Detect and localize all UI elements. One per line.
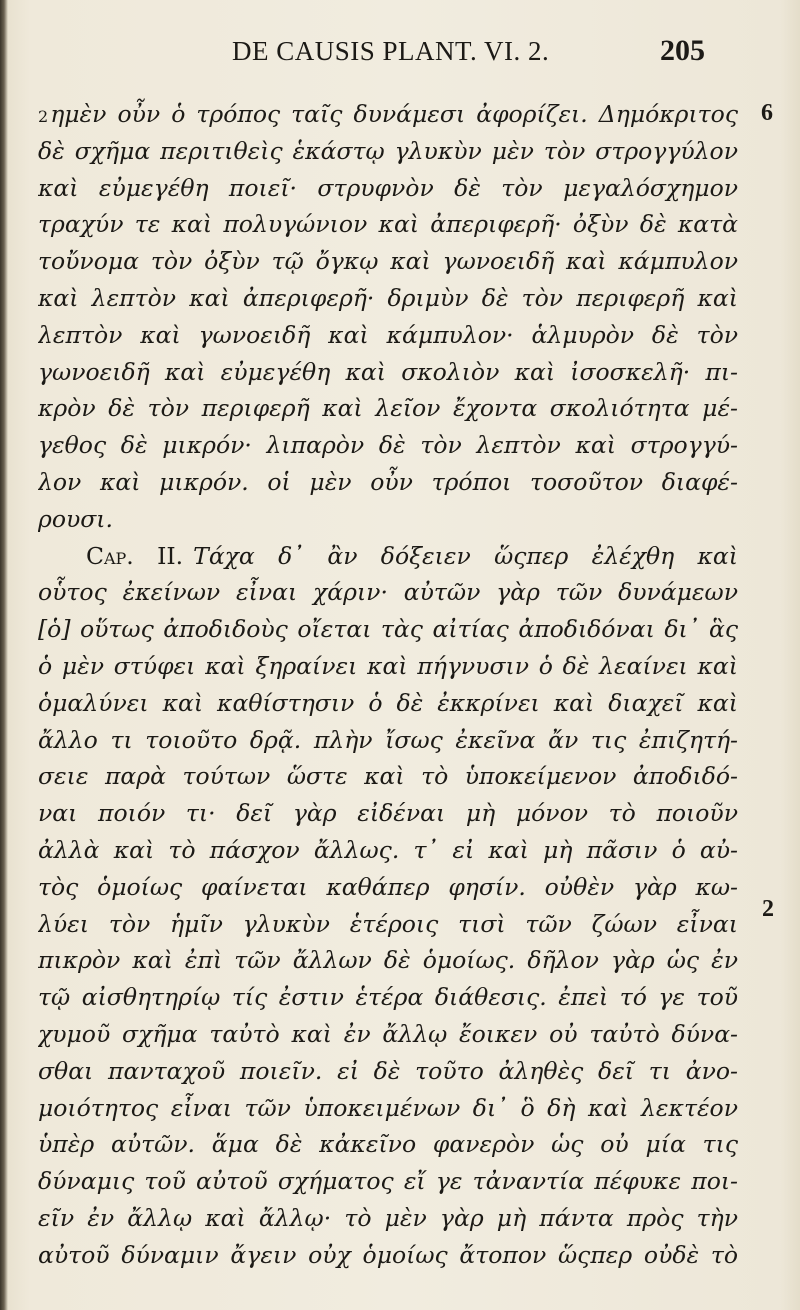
- line-text: αὐτοῦ δύναμιν ἄγειν οὐχ ὁμοίως ἄτοπον ὥςπερ οὐδὲ τὸ: [38, 1240, 738, 1269]
- line-text: κρὸν δὲ τὸν περιφερῆ καὶ λεῖον ἔχοντα σκολιότητα μέ-: [38, 394, 738, 423]
- line-text: τὸς ὁμοίως φαίνεται καθάπερ φησίν. οὐθὲν γὰρ κω-: [38, 872, 738, 901]
- text-line: [38, 501, 738, 538]
- line-text: χυμοῦ σχῆμα ταὐτὸ καὶ ἐν ἄλλῳ ἔοικεν οὐ ταὐτὸ δύνα-: [38, 1019, 738, 1048]
- chapter-heading: Cap. II.: [86, 541, 184, 570]
- line-text: ὑπὲρ αὐτῶν. ἅμα δὲ κἀκεῖνο φανερὸν ὡς οὐ μία τις: [38, 1130, 738, 1159]
- line-text: λεπτὸν καὶ γωνοειδῆ καὶ κάμπυλον· ἁλμυρὸν δὲ τὸν: [38, 320, 738, 349]
- line-text: οὗτος ἐκείνων εἶναι χάριν· αὐτῶν γὰρ τῶν δυνάμεων: [38, 578, 738, 607]
- text-line: [38, 906, 738, 943]
- line-text: ἀλλὰ καὶ τὸ πάσχον ἄλλως. τ᾽ εἰ καὶ μὴ πᾶσιν ὁ αὐ-: [38, 835, 738, 864]
- line-text: γωνοειδῆ καὶ εὐμεγέθη καὶ σκολιὸν καὶ ἰσοσκελῆ· πι-: [38, 357, 738, 386]
- text-line: [38, 96, 738, 133]
- line-text: σειε παρὰ τούτων ὥστε καὶ τὸ ὑποκείμενον ἀποδιδό-: [38, 762, 738, 791]
- page-number: 205: [660, 34, 705, 67]
- line-text: γεθος δὲ μικρόν· λιπαρὸν δὲ τὸν λεπτὸν καὶ στρογγύ-: [38, 431, 738, 460]
- text-line: [38, 354, 738, 391]
- line-text: δύναμις τοῦ αὐτοῦ σχήματος εἴ γε τἀναντία πέφυκε ποι-: [38, 1167, 738, 1196]
- text-line: [38, 942, 738, 979]
- text-line: [38, 648, 738, 685]
- text-line: [38, 1126, 738, 1163]
- line-text: λον καὶ μικρόν. οἱ μὲν οὖν τρόποι τοσοῦτον διαφέ-: [38, 467, 738, 496]
- text-line: [38, 206, 738, 243]
- text-line: [38, 427, 738, 464]
- line-text: Τάχα δ᾽ ἂν δόξειεν ὥςπερ ἐλέχθη καὶ: [193, 541, 738, 570]
- text-line: [38, 464, 738, 501]
- text-line: [38, 170, 738, 207]
- greek-text-body: [38, 96, 738, 1274]
- text-line: [38, 574, 738, 611]
- text-line: [38, 1016, 738, 1053]
- page-spine-edge: [0, 0, 8, 1310]
- text-line: [38, 538, 738, 575]
- line-text: ἄλλο τι τοιοῦτο δρᾷ. πλὴν ἴσως ἐκεῖνα ἄν τις ἐπιζητή-: [38, 725, 738, 754]
- page-header: [0, 34, 800, 74]
- section-number: 2: [38, 107, 49, 126]
- line-text: πικρὸν καὶ ἐπὶ τῶν ἄλλων δὲ ὁμοίως. δῆλον γὰρ ὡς ἐν: [38, 946, 738, 975]
- margin-number-2: 2: [762, 896, 774, 922]
- text-line: [38, 1163, 738, 1200]
- running-head: DE CAUSIS PLANT. VI. 2.: [232, 36, 550, 66]
- line-text: ὁμαλύνει καὶ καθίστησιν ὁ δὲ ἐκκρίνει καὶ διαχεῖ καὶ: [38, 688, 738, 717]
- line-text: ὁ μὲν στύφει καὶ ξηραίνει καὶ πήγνυσιν ὁ δὲ λεαίνει καὶ: [38, 651, 738, 680]
- text-line: [38, 317, 738, 354]
- text-line: [38, 1053, 738, 1090]
- line-text: ναι ποιόν τι· δεῖ γὰρ εἰδέναι μὴ μόνον τὸ ποιοῦν: [38, 799, 738, 828]
- text-line: [38, 243, 738, 280]
- text-line: [38, 133, 738, 170]
- text-line: [38, 795, 738, 832]
- text-line: [38, 390, 738, 427]
- line-text: δὲ σχῆμα περιτιθεὶς ἑκάστῳ γλυκὺν μὲν τὸν στρογγύλον: [38, 136, 738, 165]
- line-text: ρουσι.: [38, 504, 113, 533]
- text-line: [38, 1237, 738, 1274]
- line-text: εῖν ἐν ἄλλῳ καὶ ἄλλῳ· τὸ μὲν γὰρ μὴ πάντα πρὸς τὴν: [38, 1203, 738, 1232]
- text-line: [38, 869, 738, 906]
- text-line: [38, 722, 738, 759]
- margin-number-6: 6: [761, 100, 773, 126]
- text-line: [38, 758, 738, 795]
- line-text: τῷ αἰσθητηρίῳ τίς ἐστιν ἑτέρα διάθεσις. ἐπεὶ τό γε τοῦ: [38, 983, 738, 1012]
- line-text: σθαι πανταχοῦ ποιεῖν. εἰ δὲ τοῦτο ἀληθὲς δεῖ τι ἀνο-: [38, 1056, 738, 1085]
- line-text: τοὔνομα τὸν ὀξὺν τῷ ὄγκῳ καὶ γωνοειδῆ καὶ κάμπυλον: [38, 247, 738, 276]
- text-line: [38, 979, 738, 1016]
- line-text: μοιότητος εἶναι τῶν ὑποκειμένων δι᾽ ὃ δὴ καὶ λεκτέον: [38, 1093, 738, 1122]
- text-line: [38, 1090, 738, 1127]
- line-text: τραχύν τε καὶ πολυγώνιον καὶ ἀπεριφερῆ· ὀξὺν δὲ κατὰ: [38, 210, 738, 239]
- text-line: [38, 1200, 738, 1237]
- text-line: [38, 611, 738, 648]
- text-line: [38, 832, 738, 869]
- text-line: [38, 685, 738, 722]
- line-text: [ὁ] οὕτως ἀποδιδοὺς οἴεται τὰς αἰτίας ἀποδιδόναι δι᾽ ἃς: [38, 615, 738, 644]
- text-line: [38, 280, 738, 317]
- line-text: καὶ λεπτὸν καὶ ἀπεριφερῆ· δριμὺν δὲ τὸν περιφερῆ καὶ: [38, 283, 738, 312]
- line-text: ημὲν οὖν ὁ τρόπος ταῖς δυνάμεσι ἀφορίζει. Δημόκριτος: [50, 100, 738, 128]
- line-text: καὶ εὐμεγέθη ποιεῖ· στρυφνὸν δὲ τὸν μεγαλόσχημον: [38, 173, 738, 202]
- line-text: λύει τὸν ἡμῖν γλυκὺν ἑτέροις τισὶ τῶν ζώων εἶναι: [38, 909, 738, 938]
